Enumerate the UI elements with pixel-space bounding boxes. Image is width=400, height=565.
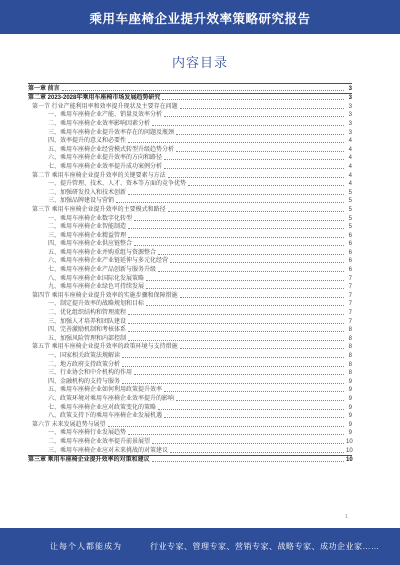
toc-entry[interactable] xyxy=(28,455,352,465)
toc-entry[interactable] xyxy=(28,386,352,395)
toc-entry-text: 四、金融机构的支持与服务 xyxy=(48,378,121,385)
toc-entry[interactable] xyxy=(28,446,352,455)
toc-entry[interactable] xyxy=(28,197,352,206)
toc-entry-text: 二、乘用车座椅企业效率提升前景展望 xyxy=(48,438,151,445)
toc-entry[interactable] xyxy=(28,188,352,197)
toc-leader-dots xyxy=(152,461,344,462)
toc-leader-dots xyxy=(158,254,344,255)
toc-entry-text: 三、加强品牌建设与营销 xyxy=(48,198,115,205)
toc-entry-text: 三、加强人才培养和团队建设 xyxy=(48,318,127,325)
toc-leader-dots xyxy=(162,99,344,100)
toc-leader-dots xyxy=(128,331,344,332)
toc-entry-text: 三、行业协会和中介机构的作用 xyxy=(48,370,133,377)
toc-entry-page: 6 xyxy=(348,249,352,256)
toc-entry-page: 10 xyxy=(346,457,353,464)
toc-entry-text: 七、乘用车座椅企业产品创新与服务升级 xyxy=(48,267,157,274)
toc-entry-page: 10 xyxy=(346,447,353,454)
toc-leader-dots xyxy=(168,177,344,178)
toc-leader-dots xyxy=(176,134,344,135)
toc-entry-text: 一、制定提升效率的战略规划和目标 xyxy=(48,301,145,308)
toc-entry-text: 三、乘用车座椅企业应对未来挑战的对策建议 xyxy=(48,447,169,454)
toc-entry-page: 7 xyxy=(348,318,352,325)
toc-entry-page: 3 xyxy=(348,120,352,127)
toc-entry-text: 二、加强研发投入和技术创新 xyxy=(48,189,127,196)
toc-entry-page: 8 xyxy=(348,353,352,359)
toc-entry-page: 5 xyxy=(348,189,352,196)
toc-entry[interactable] xyxy=(28,437,352,446)
footer-slogan-left: 让每个人都能成为 xyxy=(50,542,122,551)
toc-leader-dots xyxy=(188,185,344,186)
toc-entry-page: 7 xyxy=(348,310,352,317)
toc-entry[interactable] xyxy=(28,145,352,154)
toc-leader-dots xyxy=(152,125,344,126)
toc-entry[interactable] xyxy=(28,429,352,438)
toc-entry-text: 六、乘用车座椅企业提升效率的方向和路径 xyxy=(48,155,163,162)
toc-entry-page: 8 xyxy=(348,361,352,368)
toc-entry-text: 第二节 乘用车座椅企业提升效率的关键要素与方法 xyxy=(32,172,166,179)
toc-entry[interactable] xyxy=(28,420,352,429)
toc-entry[interactable] xyxy=(28,231,352,240)
toc-entry-page: 9 xyxy=(348,378,352,385)
toc-entry-page: 4 xyxy=(348,163,352,170)
toc-leader-dots xyxy=(128,228,344,229)
toc-entry[interactable] xyxy=(28,369,352,378)
toc-leader-dots xyxy=(176,400,344,401)
toc-entry[interactable] xyxy=(28,240,352,249)
toc-leader-dots xyxy=(128,434,344,435)
toc-entry-text: 四、完善激励机制和考核体系 xyxy=(48,327,127,334)
toc-entry-text: 一、提升管理、技术、人才、资本等方面的竞争优势 xyxy=(48,181,187,188)
toc-entry[interactable] xyxy=(28,248,352,257)
toc-entry-page: 7 xyxy=(348,284,352,291)
toc-entry[interactable] xyxy=(28,171,352,180)
toc-entry[interactable] xyxy=(28,83,352,93)
toc-entry-text: 二、乘用车座椅企业效率影响因素分析 xyxy=(48,120,151,127)
toc-list xyxy=(28,83,352,464)
toc-entry-text: 二、优化组织结构和管理流程 xyxy=(48,310,127,317)
toc-leader-dots xyxy=(180,297,344,298)
toc-leader-dots xyxy=(168,211,344,212)
toc-entry[interactable] xyxy=(28,334,352,343)
toc-entry[interactable] xyxy=(28,137,352,146)
toc-entry-page: 3 xyxy=(348,85,352,92)
toc-entry-text: 二、地方政府支持政策分析 xyxy=(48,361,121,368)
toc-entry[interactable] xyxy=(28,300,352,309)
toc-entry-text: 一、乘用车座椅行业发展趋势 xyxy=(48,430,127,437)
toc-heading: 内容目录 xyxy=(171,55,228,70)
toc-entry-text: 七、乘用车座椅企业应对政策变化的策略 xyxy=(48,404,157,411)
toc-entry[interactable] xyxy=(28,343,352,352)
toc-leader-dots xyxy=(158,271,344,272)
toc-entry-page: 5 xyxy=(348,224,352,231)
toc-entry-page: 9 xyxy=(348,387,352,394)
toc-entry[interactable] xyxy=(28,274,352,283)
toc-entry-text: 四、效率提升的意义和必要性 xyxy=(48,138,127,145)
toc-entry-text: 二、乘用车座椅企业智能制造 xyxy=(48,224,127,231)
toc-entry[interactable] xyxy=(28,283,352,292)
toc-leader-dots xyxy=(146,305,344,306)
toc-entry-text: 三、乘用车座椅企业提升效率存在的问题及瓶颈 xyxy=(48,129,175,136)
toc-leader-dots xyxy=(158,409,344,410)
toc-entry-page: 8 xyxy=(348,370,352,377)
toc-leader-dots xyxy=(146,280,344,281)
toc-entry-page: 10 xyxy=(346,438,353,445)
toc-entry-text: 九、乘用车座椅企业绿色可持续发展 xyxy=(48,284,145,291)
toc-entry-page: 9 xyxy=(348,421,352,428)
toc-entry-text: 八、乘用车座椅企业国际化发展策略 xyxy=(48,275,145,282)
toc-leader-dots xyxy=(134,374,344,375)
toc-entry-page: 7 xyxy=(348,275,352,282)
toc-entry-text: 第六节 未来发展趋势与展望 xyxy=(32,421,106,428)
report-title: 乘用车座椅企业提升效率策略研究报告 xyxy=(89,12,311,26)
toc-entry-text: 五、乘用车座椅企业经营模式转型升级趋势分析 xyxy=(48,146,175,153)
toc-entry-text: 第一章 前言 xyxy=(28,85,60,92)
toc-entry[interactable] xyxy=(28,403,352,412)
toc-entry-text: 一、乘用车座椅企业产能、销量及效率分析 xyxy=(48,112,163,119)
toc-leader-dots xyxy=(116,202,344,203)
toc-entry-text: 七、乘用车座椅企业效率提升成功案例分析 xyxy=(48,163,163,170)
toc-leader-dots xyxy=(128,314,344,315)
toc-entry-page: 7 xyxy=(348,292,352,299)
toc-entry-text: 五、乘用车座椅企业并购重组与资源整合 xyxy=(48,249,157,256)
toc-leader-dots xyxy=(164,391,344,392)
toc-entry-page: 5 xyxy=(348,215,352,222)
toc-leader-dots xyxy=(128,323,344,324)
toc-entry[interactable] xyxy=(28,162,352,171)
toc-entry-page: 6 xyxy=(348,258,352,265)
toc-leader-dots xyxy=(128,340,344,341)
toc-leader-dots xyxy=(146,288,344,289)
toc-entry[interactable] xyxy=(28,394,352,403)
toc-entry-page: 6 xyxy=(348,232,352,239)
toc-entry-page: 6 xyxy=(348,267,352,274)
toc-entry[interactable] xyxy=(28,265,352,274)
footer-slogan-right: 行业专家、管理专家、营销专家、战略专家、成功企业家…… xyxy=(150,542,380,551)
toc-leader-dots xyxy=(108,426,344,427)
toc-leader-dots xyxy=(122,357,344,358)
toc-entry-text: 六、政策环境对乘用车座椅企业效率提升的影响 xyxy=(48,395,175,402)
toc-entry-page: 4 xyxy=(348,138,352,145)
toc-entry-text: 五、加强风险管理和内部控制 xyxy=(48,335,127,342)
toc-entry[interactable] xyxy=(28,119,352,128)
toc-entry-page: 9 xyxy=(348,395,352,402)
toc-entry-page: 3 xyxy=(348,95,352,102)
toc-entry-text: 一、国家相关政策法规解读 xyxy=(48,353,121,359)
toc-entry-text: 三、乘用车座椅企业精益管理 xyxy=(48,232,127,239)
toc-entry-page: 8 xyxy=(348,335,352,342)
toc-leader-dots xyxy=(176,151,344,152)
toc-entry-page: 3 xyxy=(348,103,352,110)
toc-leader-dots xyxy=(164,116,344,117)
toc-entry-page: 9 xyxy=(348,404,352,411)
toc-leader-dots xyxy=(128,237,344,238)
toc-entry-page: 4 xyxy=(348,146,352,153)
toc-entry-text: 第三节 乘用车座椅企业提升效率的主要模式和路径 xyxy=(32,206,166,213)
toc-entry-page: 4 xyxy=(348,155,352,162)
toc-leader-dots xyxy=(164,159,344,160)
toc-entry[interactable] xyxy=(28,223,352,232)
toc-entry-page: 9 xyxy=(348,413,352,420)
toc-leader-dots xyxy=(128,142,344,143)
toc-entry[interactable] xyxy=(28,128,352,137)
toc-entry-page: 9 xyxy=(348,430,352,437)
toc-entry[interactable] xyxy=(28,111,352,120)
toc-entry-page: 6 xyxy=(348,241,352,248)
toc-leader-dots xyxy=(128,194,344,195)
toc-entry-text: 五、乘用车座椅企业如何利用政策提升效率 xyxy=(48,387,163,394)
toc-entry-page: 5 xyxy=(348,198,352,205)
toc-entry-page: 4 xyxy=(348,172,352,179)
toc-leader-dots xyxy=(152,443,344,444)
toc-entry[interactable] xyxy=(28,308,352,317)
toc-entry-text: 一、乘用车座椅企业数字化转型 xyxy=(48,215,133,222)
toc-leader-dots xyxy=(180,348,344,349)
toc-entry-text: 六、乘用车座椅企业产业链延伸与多元化经营 xyxy=(48,258,169,265)
toc-entry[interactable] xyxy=(28,154,352,163)
toc-entry[interactable] xyxy=(28,377,352,386)
toc-entry[interactable] xyxy=(28,360,352,369)
page-number: 1 xyxy=(345,514,348,520)
toc-entry[interactable] xyxy=(28,93,352,103)
toc-entry[interactable] xyxy=(28,257,352,266)
toc-entry-text: 第三章 乘用车座椅企业提升效率的对策和建议 xyxy=(28,457,150,464)
toc-entry-page: 8 xyxy=(348,327,352,334)
toc-entry-page: 8 xyxy=(348,344,352,351)
toc-entry-text: 第四节 乘用车座椅企业提升效率的实施步骤和保障措施 xyxy=(32,292,178,299)
toc-entry-page: 4 xyxy=(348,181,352,188)
toc-entry-text: 第五节 乘用车座椅企业提升效率的政策环境与支持措施 xyxy=(32,344,178,351)
toc-entry-text: 八、政策支持下的乘用车座椅企业发展机遇 xyxy=(48,413,163,420)
toc-entry-page: 7 xyxy=(348,301,352,308)
toc-leader-dots xyxy=(164,417,344,418)
toc-leader-dots xyxy=(122,383,344,384)
toc-entry-page: 3 xyxy=(348,112,352,119)
toc-entry[interactable] xyxy=(28,351,352,360)
toc-entry-page: 5 xyxy=(348,206,352,213)
toc-entry-text: 第二章 2023-2028年乘用车座椅市场发展趋势研究 xyxy=(28,95,161,102)
toc-entry-page: 3 xyxy=(348,129,352,136)
toc-entry-text: 四、乘用车座椅企业供应链整合 xyxy=(48,241,133,248)
toc-entry[interactable] xyxy=(28,412,352,421)
toc-entry[interactable] xyxy=(28,102,352,111)
toc-leader-dots xyxy=(62,90,344,91)
toc-entry-text: 第一节 行业产能利用率和效率提升现状及主要存在问题 xyxy=(32,103,178,110)
toc-entry[interactable] xyxy=(28,205,352,214)
toc-leader-dots xyxy=(164,168,344,169)
toc-entry[interactable] xyxy=(28,214,352,223)
toc-leader-dots xyxy=(170,262,344,263)
toc-leader-dots xyxy=(170,452,344,453)
toc-entry[interactable] xyxy=(28,180,352,189)
toc-entry[interactable] xyxy=(28,326,352,335)
toc-entry[interactable] xyxy=(28,317,352,326)
toc-leader-dots xyxy=(180,108,344,109)
toc-leader-dots xyxy=(122,366,344,367)
toc-leader-dots xyxy=(134,245,344,246)
toc-entry[interactable] xyxy=(28,291,352,300)
toc-leader-dots xyxy=(134,220,344,221)
